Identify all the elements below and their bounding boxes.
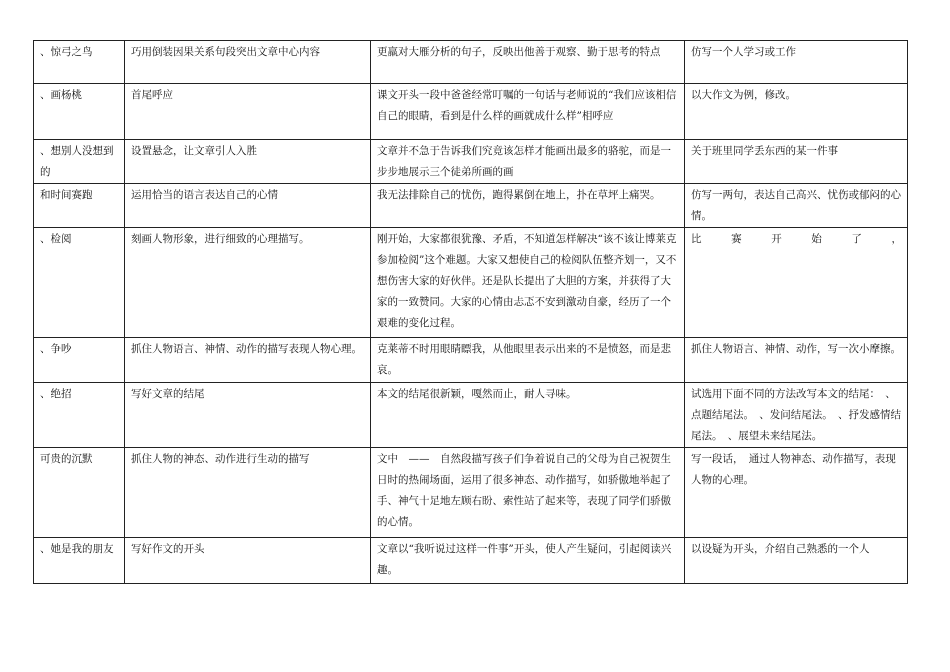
practice-task-cell: 关于班里同学丢东西的某一件事: [685, 140, 908, 184]
table-row: [34, 228, 908, 338]
practice-task-cell: 试选用下面不同的方法改写本文的结尾： 、点题结尾法。 、发问结尾法。 、抒发感情结尾法。 、展望未来结尾法。: [685, 383, 908, 448]
practice-task-cell: 仿写一两句，表达自己高兴、忧伤或郁闷的心情。: [685, 184, 908, 228]
lesson-title-cell: 、想别人没想到的: [34, 140, 125, 184]
practice-task-cell: 以设疑为开头，介绍自己熟悉的一个人: [685, 538, 908, 584]
writing-method-cell: 写好文章的结尾: [125, 383, 371, 448]
writing-method-cell: 抓住人物的神态、动作进行生动的描写: [125, 448, 371, 538]
lesson-title-cell: 、绝招: [34, 383, 125, 448]
text-example-cell: 更羸对大雁分析的句子，反映出他善于观察、勤于思考的特点: [371, 41, 685, 84]
writing-method-cell: 运用恰当的语言表达自己的心情: [125, 184, 371, 228]
lesson-title-cell: 可贵的沉默: [34, 448, 125, 538]
writing-method-cell: 设置悬念，让文章引人入胜: [125, 140, 371, 184]
lesson-table: [33, 40, 908, 584]
practice-task-cell: 比 赛 开 始 了 ，: [685, 228, 908, 338]
lesson-title-cell: 、惊弓之鸟: [34, 41, 125, 84]
text-example-cell: 克莱蒂不时用眼睛瞟我，从他眼里表示出来的不是愤怒，而是悲哀。: [371, 338, 685, 383]
text-example-cell: 我无法排除自己的忧伤，跑得累倒在地上，扑在草坪上痛哭。: [371, 184, 685, 228]
table-row: [34, 448, 908, 538]
table-row: [34, 140, 908, 184]
writing-method-cell: 刻画人物形象，进行细致的心理描写。: [125, 228, 371, 338]
text-example-cell: 课文开头一段中爸爸经常叮嘱的一句话与老师说的“我们应该相信自己的眼睛，看到是什么样的画就成什么样”相呼应: [371, 84, 685, 140]
lesson-title-cell: 和时间赛跑: [34, 184, 125, 228]
table-row: [34, 338, 908, 383]
text-example-cell: 文中 —— 自然段描写孩子们争着说自己的父母为自己祝贺生日时的热闹场面，运用了很多神态、动作描写，如骄傲地举起了手、神气十足地左顾右盼、索性站了起来等，表现了同学们骄傲的心情。: [371, 448, 685, 538]
lesson-title-cell: 、检阅: [34, 228, 125, 338]
writing-method-cell: 写好作文的开头: [125, 538, 371, 584]
lesson-title-cell: 、争吵: [34, 338, 125, 383]
text-example-cell: 文章并不急于告诉我们究竟该怎样才能画出最多的骆驼，而是一步步地展示三个徒弟所画的画: [371, 140, 685, 184]
writing-method-cell: 抓住人物语言、神情、动作的描写表现人物心理。: [125, 338, 371, 383]
text-example-cell: 刚开始，大家都很犹豫、矛盾，不知道怎样解决“该不该让博莱克参加检阅”这个难题。大家又想使自己的检阅队伍整齐划一，又不想伤害大家的好伙伴。还是队长提出了大胆的方案，并获得了大家的一致赞同。大家的心情由忐忑不安到激动自豪，经历了一个艰难的变化过程。: [371, 228, 685, 338]
writing-method-cell: 首尾呼应: [125, 84, 371, 140]
text-example-cell: 文章以“我听说过这样一件事”开头，使人产生疑问，引起阅读兴趣。: [371, 538, 685, 584]
table-row: [34, 184, 908, 228]
lesson-title-cell: 、她是我的朋友: [34, 538, 125, 584]
table-row: [34, 383, 908, 448]
text-example-cell: 本文的结尾很新颖，嘎然而止，耐人寻味。: [371, 383, 685, 448]
practice-task-cell: 抓住人物语言、神情、动作，写一次小摩擦。: [685, 338, 908, 383]
practice-task-cell: 写一段话， 通过人物神态、动作描写，表现人物的心理。: [685, 448, 908, 538]
writing-method-cell: 巧用倒装因果关系句段突出文章中心内容: [125, 41, 371, 84]
table-row: [34, 84, 908, 140]
lesson-title-cell: 、画杨桃: [34, 84, 125, 140]
table-row: [34, 41, 908, 84]
practice-task-cell: 仿写一个人学习或工作: [685, 41, 908, 84]
practice-task-cell: 以大作文为例，修改。: [685, 84, 908, 140]
table-row: [34, 538, 908, 584]
